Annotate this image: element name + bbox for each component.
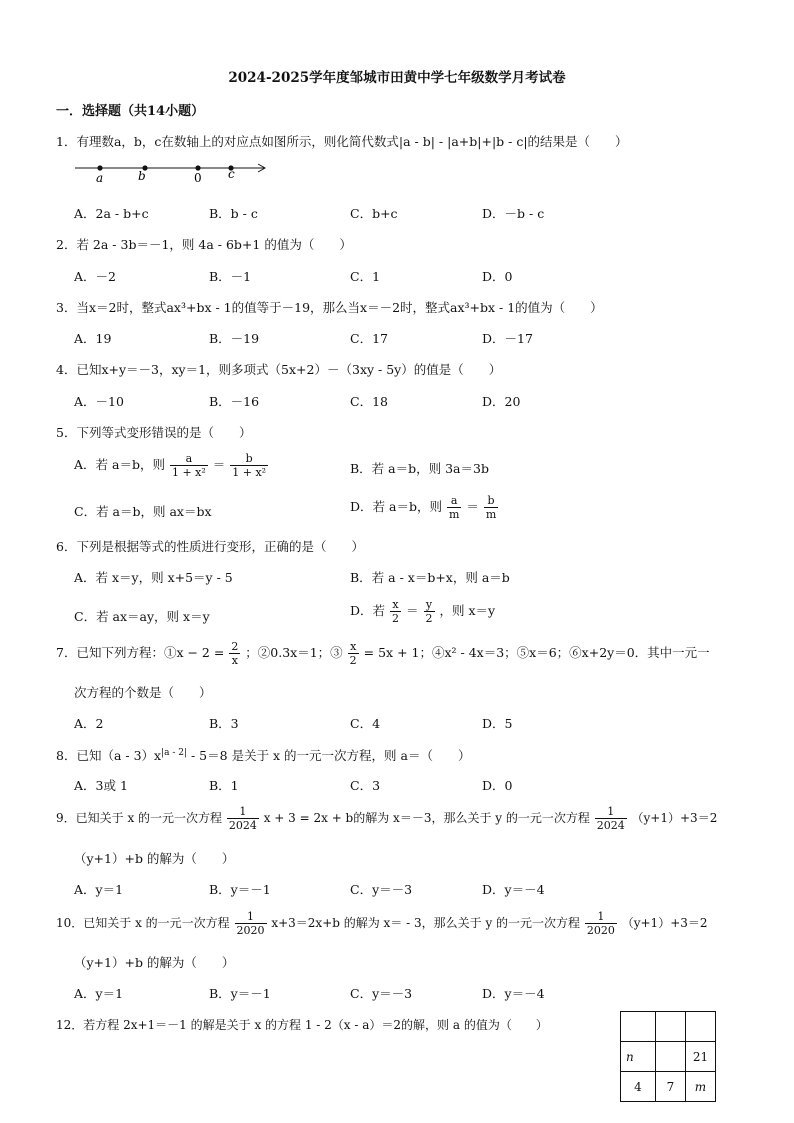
q5-option-b: B．若 a＝b，则 3a＝3b	[350, 461, 489, 476]
q3-option-d: D．－17	[482, 331, 533, 346]
fraction: $\frac{y}{2}$	[425, 598, 433, 625]
q3-option-a: A．19	[74, 331, 112, 346]
q9-option-c: C．y＝－3	[350, 882, 413, 897]
q5-option-d: D．若 a＝b，则 $\frac{a}{m}$ ＝ $\frac{b}{m}$	[350, 494, 497, 521]
question-7-stem: 7．已知下列方程：①x − 2 = $\frac{2}{x}$ ；②0.3x＝1；③ $\frac{x}{2}$ = 5x + 1；④x² - 4x＝3；⑤x＝6；⑥x+2y＝0．其中一元一	[56, 640, 710, 667]
question-9-stem-continued: （y+1）+b 的解为（ ）	[74, 851, 235, 866]
question-8-stem: 8．已知$(a - 3)x^{|a - 2|} - 5=8$ 是关于 x 的一元一次方程，则 a＝（ ）	[56, 747, 471, 763]
fraction: $\frac{a}{\text{1 + x²}}$	[171, 452, 206, 479]
q8-option-a: A．3或 1	[74, 778, 128, 793]
fraction: $\frac{a}{m}$	[448, 494, 460, 521]
grid-cell	[686, 1012, 716, 1042]
q7-option-d: D．5	[482, 716, 513, 731]
q4-option-d: D．20	[482, 394, 521, 409]
q10-option-d: D．y＝－4	[482, 986, 545, 1001]
q2-option-a: A．－2	[74, 269, 116, 284]
question-12-stem: 12．若方程 2x+1＝－1 的解是关于 x 的方程 1 - 2（x - a）＝2的解，则 a 的值为（ ）	[56, 1018, 548, 1032]
fraction: $\frac{1}{2024}$	[228, 805, 257, 832]
question-5-stem: 5．下列等式变形错误的是（ ）	[56, 425, 252, 440]
question-3-stem: 3．当x＝2时，整式ax³+bx - 1的值等于－19，那么当x＝－2时，整式ax³+bx - 1的值为（ ）	[56, 300, 603, 315]
question-7-stem-continued: 次方程的个数是（ ）	[74, 685, 212, 700]
q7-option-b: B．3	[209, 716, 239, 731]
q3-option-b: B．－19	[209, 331, 260, 346]
grid-cell	[656, 1012, 686, 1042]
q10-option-c: C．y＝－3	[350, 986, 413, 1001]
q1-option-c: C．b+c	[350, 206, 398, 221]
q8-option-b: B．1	[209, 778, 239, 793]
fraction: $\frac{x}{2}$	[349, 640, 357, 667]
section-heading: 一．选择题（共14小题）	[56, 104, 205, 119]
question-2-stem: 2．若 2a - 3b＝－1，则 4a - 6b+1 的值为（ ）	[56, 237, 352, 252]
q4-option-c: C．18	[350, 394, 388, 409]
point-zero	[195, 165, 200, 170]
q6-option-b: B．若 a - x＝b+x，则 a＝b	[350, 570, 510, 585]
fraction: $\frac{1}{2020}$	[236, 910, 265, 937]
q6-option-a: A．若 x＝y，则 x+5＝y - 5	[74, 570, 233, 585]
q8-option-d: D．0	[482, 778, 513, 793]
question-6-stem: 6．下列是根据等式的性质进行变形，正确的是（ ）	[56, 539, 364, 554]
q1-option-d: D．－b - c	[482, 206, 545, 221]
q4-option-b: B．－16	[209, 394, 260, 409]
q10-option-b: B．y＝－1	[209, 986, 271, 1001]
q10-option-a: A．y＝1	[74, 986, 124, 1001]
number-grid-figure	[620, 1011, 716, 1102]
grid-cell: 7	[656, 1072, 686, 1102]
fraction: $\frac{b}{\text{1 + x²}}$	[232, 452, 267, 479]
q6-option-d-text: D．若	[350, 603, 386, 618]
grid-cell: n	[621, 1042, 656, 1072]
grid-cell	[656, 1042, 686, 1072]
q1-option-b: B．b - c	[209, 206, 258, 221]
number-line-figure	[72, 158, 272, 186]
label-zero: 0	[194, 171, 202, 185]
q5-option-a-text: A．若 a＝b，则	[74, 457, 165, 472]
q9-option-a: A．y＝1	[74, 882, 124, 897]
q3-option-c: C．17	[350, 331, 388, 346]
q2-option-b: B．－1	[209, 269, 252, 284]
fraction: $\frac{x}{2}$	[392, 598, 400, 625]
q2-option-c: C．1	[350, 269, 381, 284]
question-4-stem: 4．已知x+y＝－3，xy＝1，则多项式（5x+2）－（3xy - 5y）的值是（ ）	[56, 362, 502, 377]
question-9-stem: 9．已知关于 x 的一元一次方程 $\frac{1}{2024}$ x + 3 = 2x + b的解为 x＝－3，那么关于 y 的一元一次方程 $\frac{1}{2024}$ （y+1）+3＝2	[56, 805, 718, 832]
fraction: $\frac{2}{x}$	[231, 640, 239, 667]
label-a: a	[96, 171, 104, 185]
q7-option-a: A．2	[74, 716, 104, 731]
fraction: $\frac{b}{m}$	[485, 494, 497, 521]
label-b: b	[138, 169, 146, 183]
q6-option-c: C．若 ax＝ay，则 x＝y	[74, 609, 210, 624]
q9-option-b: B．y＝－1	[209, 882, 271, 897]
q2-option-d: D．0	[482, 269, 513, 284]
fraction: $\frac{1}{2024}$	[596, 805, 625, 832]
page-title: 2024-2025学年度邹城市田黄中学七年级数学月考试卷	[228, 70, 566, 86]
q4-option-a: A．－10	[74, 394, 124, 409]
fraction: $\frac{1}{2020}$	[586, 910, 615, 937]
q6-option-d: D．若 $\frac{x}{2}$ ＝ $\frac{y}{2}$ ，则 x＝y	[350, 598, 496, 625]
q1-option-a: A．2a - b+c	[74, 206, 149, 221]
q5-option-c: C．若 a＝b，则 ax＝bx	[74, 504, 212, 519]
q9-option-d: D．y＝－4	[482, 882, 545, 897]
q7-option-c: C．4	[350, 716, 381, 731]
label-c: c	[228, 167, 235, 181]
grid-cell: 4	[621, 1072, 656, 1102]
grid-cell	[621, 1012, 656, 1042]
q5-option-a: A．若 a＝b，则 $\frac{a}{\text{1 + x²}}$ ＝ $\frac{b}{\text{1 + x²}}$	[74, 452, 267, 479]
q8-option-c: C．3	[350, 778, 381, 793]
grid-cell: m	[686, 1072, 716, 1102]
grid-cell: 21	[686, 1042, 716, 1072]
question-1-stem: 1．有理数a，b，c在数轴上的对应点如图所示，则化简代数式|a - b| - |a+b|+|b - c|的结果是（ ）	[56, 134, 628, 149]
point-a	[97, 165, 102, 170]
question-10-stem: 10．已知关于 x 的一元一次方程 $\frac{1}{2020}$ x+3＝2x+b 的解为 x＝ - 3，那么关于 y 的一元一次方程 $\frac{1}{2020}$ （y+1）+3＝2	[56, 910, 708, 937]
q5-option-d-text: D．若 a＝b，则	[350, 499, 442, 514]
question-10-stem-continued: （y+1）+b 的解为（ ）	[74, 955, 235, 970]
